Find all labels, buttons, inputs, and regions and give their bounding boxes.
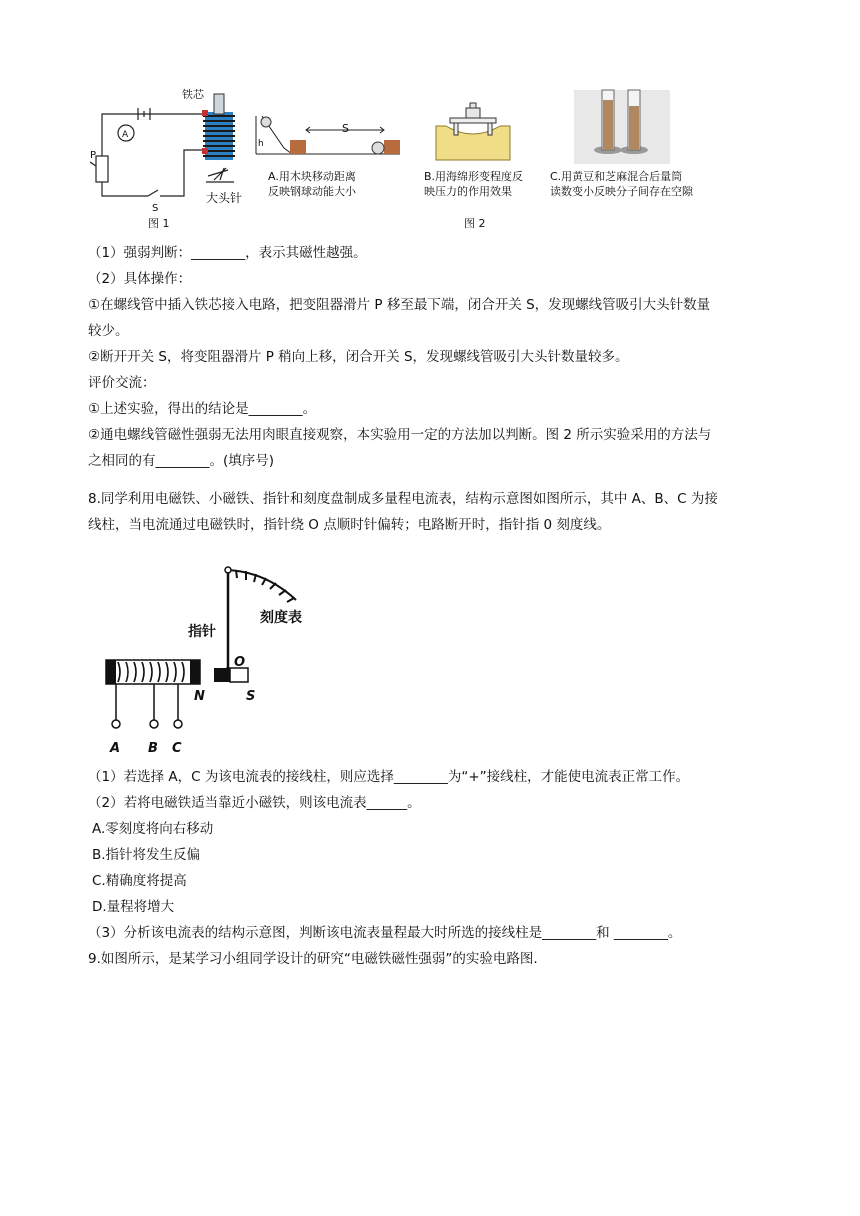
terminal-c-icon [174,720,182,728]
q7-line-7: ①上述实验，得出的结论是________。 [88,401,317,417]
question-8-subquestions [88,764,780,972]
panel-c-caption-2: 读数变小反映分子间存在空隙 [550,185,693,198]
electromagnet-icon [106,660,200,728]
rheostat-icon [96,156,108,182]
switch-label: S [152,203,159,214]
pins-icon [206,168,234,182]
q8-option-d: D.量程将增大 [92,899,175,915]
panel-a-caption-2: 反映钢球动能大小 [268,185,356,198]
pointer-label: 指针 [188,624,216,640]
panel-b-diagram [436,103,510,160]
q8-option-a: A.零刻度将向右移动 [92,821,214,837]
panel-b-caption-1: B.用海绵形变程度反 [424,170,524,183]
q7-line-2: （2）具体操作： [88,271,192,287]
question-8-intro [88,486,780,538]
q8-sub-2: （2）若将电磁铁适当靠近小磁铁，则该电流表______。 [88,795,421,811]
figure-1-and-2 [88,84,702,232]
switch-icon [148,190,158,196]
q7-line-8: ②通电螺线管磁性强弱无法用肉眼直接观察，本实验用一定的方法加以判断。图 2 所示实验采用的方法与 [88,427,712,443]
ammeter-structure-figure [96,554,326,756]
dial-icon [228,570,296,602]
q8-option-c: C.精确度将提高 [92,873,187,889]
panel-c-diagram [574,90,670,164]
height-label: h [258,139,264,149]
panel-a-diagram [256,116,400,154]
solenoid [202,94,235,160]
q8-sub-1: （1）若选择 A，C 为该电流表的接线柱，则应选择________为“+”接线柱，才能使电流表正常工作。 [88,769,690,785]
distance-label: S [342,122,349,135]
wood-block-icon [290,140,306,154]
iron-core-label: 铁芯 [182,88,204,101]
q7-line-4: 较少。 [88,323,129,339]
fig1-caption: 图 1 [148,217,170,230]
q7-line-3: ①在螺线管中插入铁芯接入电路，把变阻器滑片 P 移至最下端，闭合开关 S，发现螺线管吸引大头针数量 [88,297,711,313]
steel-ball-icon [261,117,271,127]
terminal-a-label: A [110,741,121,756]
ammeter-label: A [122,130,129,140]
panel-a-caption-1: A.用木块移动距离 [268,170,356,183]
small-magnet-icon [214,668,248,682]
circuit-diagram [90,108,206,196]
dial-label: 刻度表 [260,610,302,626]
pivot-label: O [234,655,246,670]
q8-line-1: 8.同学利用电磁铁、小磁铁、指针和刻度盘制成多量程电流表，结构示意图如图所示，其中 A、B、C 为接 [88,491,718,507]
q7-line-5: ②断开开关 S，将变阻器滑片 P 稍向上移，闭合开关 S，发现螺线管吸引大头针数量较多。 [88,349,629,365]
south-label: S [246,689,256,704]
slider-label: P [90,150,97,161]
q7-line-1: （1）强弱判断：________，表示其磁性越强。 [88,245,367,261]
weight-icon [466,108,480,118]
terminal-c-label: C [172,741,182,756]
terminal-b-label: B [148,741,158,756]
sponge-icon [436,126,510,160]
q8-line-2: 线柱，当电流通过电磁铁时，指针绕 O 点顺时针偏转；电路断开时，指针指 0 刻度线。 [88,517,611,533]
q8-sub-3: （3）分析该电流表的结构示意图，判断该电流表量程最大时所选的接线柱是________和 ________。 [88,925,682,941]
iron-core-icon [214,94,224,114]
terminal-b-icon [150,720,158,728]
q7-line-6: 评价交流： [88,375,156,391]
question-7-block [88,240,780,474]
north-label: N [194,689,205,704]
fig2-caption: 图 2 [464,217,486,230]
q9-line-1: 9.如图所示，是某学习小组同学设计的研究“电磁铁磁性强弱”的实验电路图. [88,951,538,967]
panel-b-caption-2: 映压力的作用效果 [424,185,512,198]
panel-c-caption-1: C.用黄豆和芝麻混合后量筒 [550,170,683,183]
pins-label: 大头针 [206,191,243,205]
q7-line-9: 之相同的有________。(填序号) [88,453,275,469]
q8-option-b: B.指针将发生反偏 [92,847,201,863]
terminal-a-icon [112,720,120,728]
